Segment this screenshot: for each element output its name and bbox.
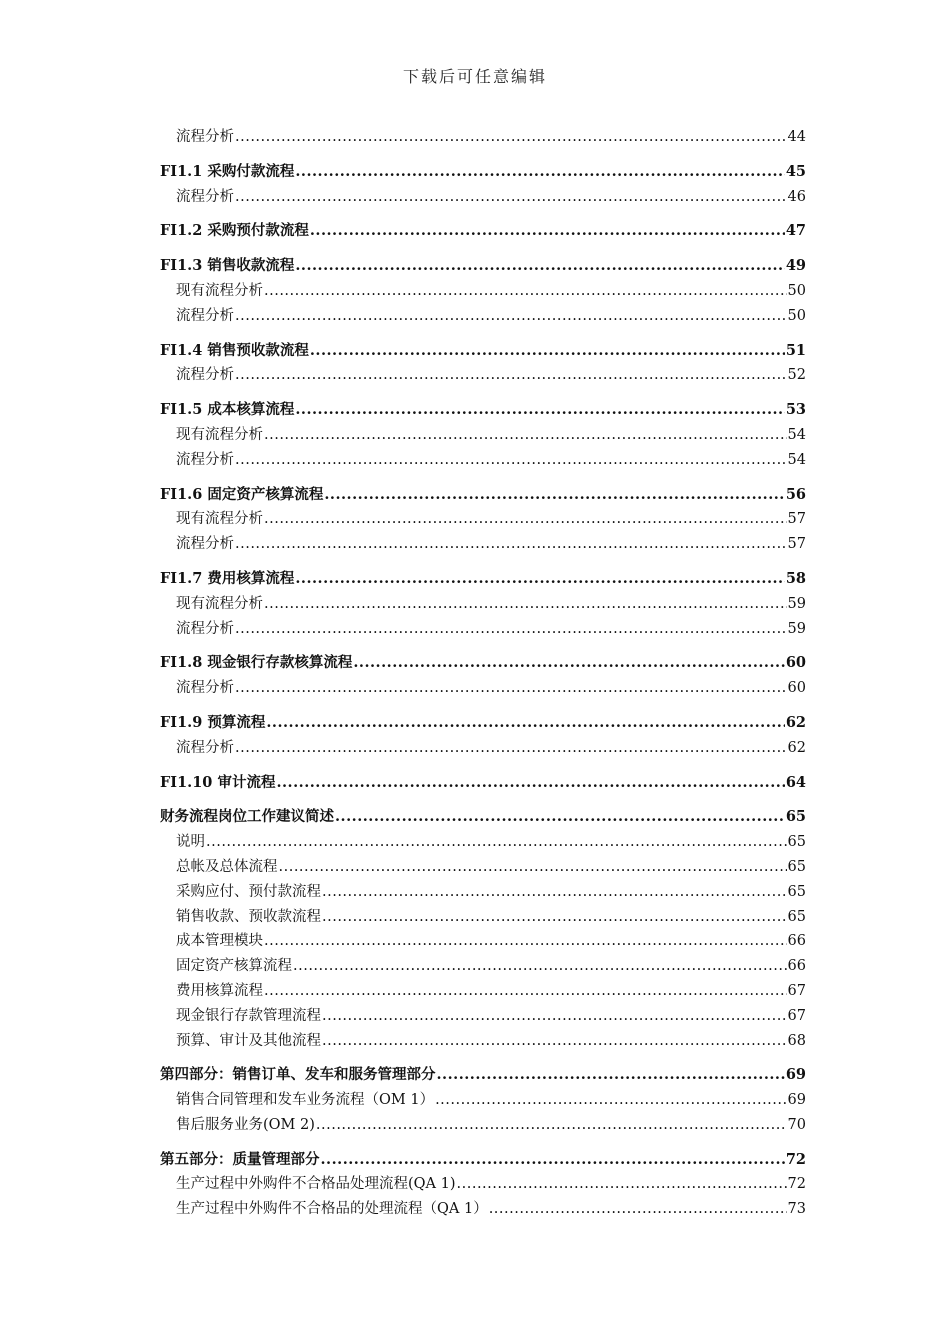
toc-subsection-entry[interactable]	[160, 185, 806, 210]
toc-dot-leader	[266, 711, 784, 736]
toc-page-number: 66	[787, 958, 806, 975]
toc-dot-leader	[264, 423, 787, 448]
toc-page-number: 60	[785, 654, 806, 672]
toc-page-number: 53	[785, 401, 806, 419]
toc-entry-title: 现有流程分析	[176, 511, 263, 528]
toc-page-number: 65	[787, 883, 806, 900]
toc-dot-leader	[264, 929, 787, 954]
toc-entry-title: 流程分析	[176, 680, 234, 697]
toc-page-number: 65	[787, 908, 806, 925]
toc-entry-title: 生产过程中外购件不合格品的处理流程（QA 1）	[176, 1201, 488, 1218]
toc-subsection-entry[interactable]	[160, 736, 806, 761]
toc-dot-leader	[322, 880, 787, 905]
table-of-contents	[160, 125, 806, 1222]
toc-entry-title: 现有流程分析	[176, 595, 263, 612]
toc-dot-leader	[295, 567, 784, 592]
toc-page-number: 69	[787, 1092, 806, 1109]
toc-dot-leader	[264, 592, 787, 617]
toc-page-number: 52	[787, 367, 806, 384]
toc-subsection-entry[interactable]	[160, 448, 806, 473]
toc-dot-leader	[276, 771, 784, 796]
toc-page-number: 69	[785, 1066, 806, 1084]
toc-dot-leader	[322, 1029, 787, 1054]
toc-page-number: 54	[787, 451, 806, 468]
toc-page-number: 49	[785, 257, 806, 275]
page-header: 下载后可任意编辑	[402, 67, 547, 86]
toc-entry-title: 销售合同管理和发车业务流程（OM 1）	[176, 1092, 435, 1109]
toc-entry-title: 流程分析	[176, 536, 234, 553]
toc-entry-title: 生产过程中外购件不合格品处理流程(QA 1)	[176, 1176, 456, 1193]
toc-subsection-entry[interactable]	[160, 1172, 806, 1197]
toc-page-number: 57	[787, 536, 806, 553]
toc-subsection-entry[interactable]	[160, 1088, 806, 1113]
toc-entry-title: FI1.9 预算流程	[160, 713, 266, 731]
toc-dot-leader	[435, 1088, 786, 1113]
toc-entry-title: 总帐及总体流程	[176, 858, 278, 875]
toc-dot-leader	[310, 339, 785, 364]
toc-page-number: 64	[785, 773, 806, 791]
toc-entry-title: 固定资产核算流程	[176, 958, 292, 975]
toc-entry-title: FI1.10 审计流程	[160, 773, 276, 791]
toc-entry-title: 流程分析	[176, 739, 234, 756]
toc-dot-leader	[295, 398, 784, 423]
toc-page-number: 57	[787, 511, 806, 528]
toc-page-number: 60	[787, 680, 806, 697]
toc-entry-title: 成本管理模块	[176, 933, 263, 950]
toc-page-number: 68	[787, 1032, 806, 1049]
toc-page-number: 54	[787, 426, 806, 443]
toc-subsection-entry[interactable]	[160, 676, 806, 701]
toc-page-number: 65	[787, 834, 806, 851]
toc-page-number: 50	[787, 307, 806, 324]
toc-entry-title: 第五部分：质量管理部分	[160, 1150, 320, 1168]
toc-entry-title: FI1.3 销售收款流程	[160, 257, 295, 275]
toc-entry-title: 流程分析	[176, 129, 234, 145]
toc-dot-leader	[316, 1113, 787, 1138]
toc-dot-leader	[335, 805, 785, 830]
toc-subsection-entry[interactable]	[160, 855, 806, 880]
toc-section-entry[interactable]	[160, 771, 806, 796]
toc-entry-title: 流程分析	[176, 620, 234, 637]
toc-entry-title: FI1.1 采购付款流程	[160, 162, 295, 180]
toc-subsection-entry[interactable]	[160, 532, 806, 557]
toc-entry-title: 财务流程岗位工作建议简述	[160, 808, 334, 826]
toc-section-entry[interactable]	[160, 254, 806, 279]
toc-page-number: 66	[787, 933, 806, 950]
toc-dot-leader	[264, 979, 787, 1004]
toc-section-entry[interactable]	[160, 483, 806, 508]
toc-subsection-entry[interactable]	[160, 954, 806, 979]
toc-dot-leader	[235, 736, 787, 761]
toc-dot-leader	[322, 1004, 787, 1029]
toc-section-entry[interactable]	[160, 1063, 806, 1088]
toc-page-number: 70	[787, 1116, 806, 1133]
toc-dot-leader	[206, 830, 787, 855]
toc-entry-title: 现有流程分析	[176, 426, 263, 443]
toc-dot-leader	[235, 532, 787, 557]
toc-page-number: 56	[785, 485, 806, 503]
toc-page-number: 67	[787, 1007, 806, 1024]
toc-dot-leader	[353, 651, 784, 676]
toc-page-number: 47	[785, 222, 806, 240]
toc-page-number: 46	[787, 188, 806, 205]
toc-dot-leader	[295, 254, 784, 279]
toc-dot-leader	[235, 304, 787, 329]
toc-entry-title: FI1.2 采购预付款流程	[160, 222, 309, 240]
toc-dot-leader	[235, 363, 787, 388]
toc-section-entry[interactable]	[160, 711, 806, 736]
toc-subsection-entry[interactable]	[160, 1004, 806, 1029]
toc-subsection-entry[interactable]	[160, 905, 806, 930]
toc-dot-leader	[264, 507, 787, 532]
toc-entry-title: 现有流程分析	[176, 282, 263, 299]
toc-page-number: 58	[785, 569, 806, 587]
toc-page-number: 44	[787, 129, 806, 145]
toc-subsection-entry[interactable]	[160, 423, 806, 448]
toc-entry-title: FI1.8 现金银行存款核算流程	[160, 654, 353, 672]
toc-page-number: 65	[787, 858, 806, 875]
toc-entry-title: 售后服务业务(OM 2)	[176, 1116, 315, 1133]
toc-dot-leader	[235, 125, 787, 150]
toc-dot-leader	[321, 1148, 785, 1173]
toc-subsection-entry[interactable]	[160, 1197, 806, 1222]
toc-dot-leader	[324, 483, 784, 508]
toc-section-entry[interactable]	[160, 651, 806, 676]
toc-page-number: 73	[787, 1201, 806, 1218]
toc-subsection-entry[interactable]	[160, 880, 806, 905]
toc-page-number: 45	[785, 162, 806, 180]
toc-page-number: 65	[785, 808, 806, 826]
toc-page-number: 59	[787, 620, 806, 637]
toc-dot-leader	[457, 1172, 787, 1197]
toc-section-entry[interactable]	[160, 160, 806, 185]
toc-entry-title: 流程分析	[176, 307, 234, 324]
toc-entry-title: 说明	[176, 834, 205, 851]
toc-subsection-entry[interactable]	[160, 979, 806, 1004]
toc-entry-title: 流程分析	[176, 367, 234, 384]
toc-page-number: 62	[787, 739, 806, 756]
toc-subsection-entry[interactable]	[160, 125, 806, 150]
toc-entry-title: 流程分析	[176, 451, 234, 468]
toc-dot-leader	[437, 1063, 785, 1088]
toc-entry-title: FI1.7 费用核算流程	[160, 569, 295, 587]
toc-subsection-entry[interactable]	[160, 1113, 806, 1138]
toc-subsection-entry[interactable]	[160, 830, 806, 855]
toc-entry-title: 预算、审计及其他流程	[176, 1032, 321, 1049]
toc-dot-leader	[310, 219, 785, 244]
toc-page-number: 59	[787, 595, 806, 612]
toc-dot-leader	[235, 676, 787, 701]
toc-entry-title: 第四部分：销售订单、发车和服务管理部分	[160, 1066, 436, 1084]
toc-dot-leader	[235, 448, 787, 473]
toc-dot-leader	[295, 160, 784, 185]
toc-page-number: 62	[785, 713, 806, 731]
toc-dot-leader	[235, 617, 787, 642]
toc-section-entry[interactable]	[160, 567, 806, 592]
toc-subsection-entry[interactable]	[160, 1029, 806, 1054]
toc-entry-title: FI1.6 固定资产核算流程	[160, 485, 324, 503]
toc-dot-leader	[264, 279, 787, 304]
toc-subsection-entry[interactable]	[160, 304, 806, 329]
toc-page-number: 51	[785, 341, 806, 359]
toc-page-number: 72	[785, 1150, 806, 1168]
toc-dot-leader	[279, 855, 787, 880]
toc-dot-leader	[235, 185, 787, 210]
toc-section-entry[interactable]	[160, 1148, 806, 1173]
toc-subsection-entry[interactable]	[160, 279, 806, 304]
toc-entry-title: FI1.4 销售预收款流程	[160, 341, 309, 359]
toc-section-entry[interactable]	[160, 339, 806, 364]
toc-subsection-entry[interactable]	[160, 617, 806, 642]
toc-subsection-entry[interactable]	[160, 592, 806, 617]
toc-entry-title: 采购应付、预付款流程	[176, 883, 321, 900]
toc-page-number: 67	[787, 982, 806, 999]
toc-subsection-entry[interactable]	[160, 929, 806, 954]
toc-page-number: 72	[787, 1176, 806, 1193]
toc-subsection-entry[interactable]	[160, 363, 806, 388]
toc-page-number: 50	[787, 282, 806, 299]
toc-section-entry[interactable]	[160, 398, 806, 423]
toc-section-entry[interactable]	[160, 219, 806, 244]
toc-section-entry[interactable]	[160, 805, 806, 830]
toc-entry-title: 费用核算流程	[176, 982, 263, 999]
toc-subsection-entry[interactable]	[160, 507, 806, 532]
toc-entry-title: 销售收款、预收款流程	[176, 908, 321, 925]
toc-entry-title: 现金银行存款管理流程	[176, 1007, 321, 1024]
toc-dot-leader	[322, 905, 787, 930]
toc-dot-leader	[293, 954, 787, 979]
toc-dot-leader	[489, 1197, 787, 1222]
toc-entry-title: 流程分析	[176, 188, 234, 205]
toc-entry-title: FI1.5 成本核算流程	[160, 401, 295, 419]
